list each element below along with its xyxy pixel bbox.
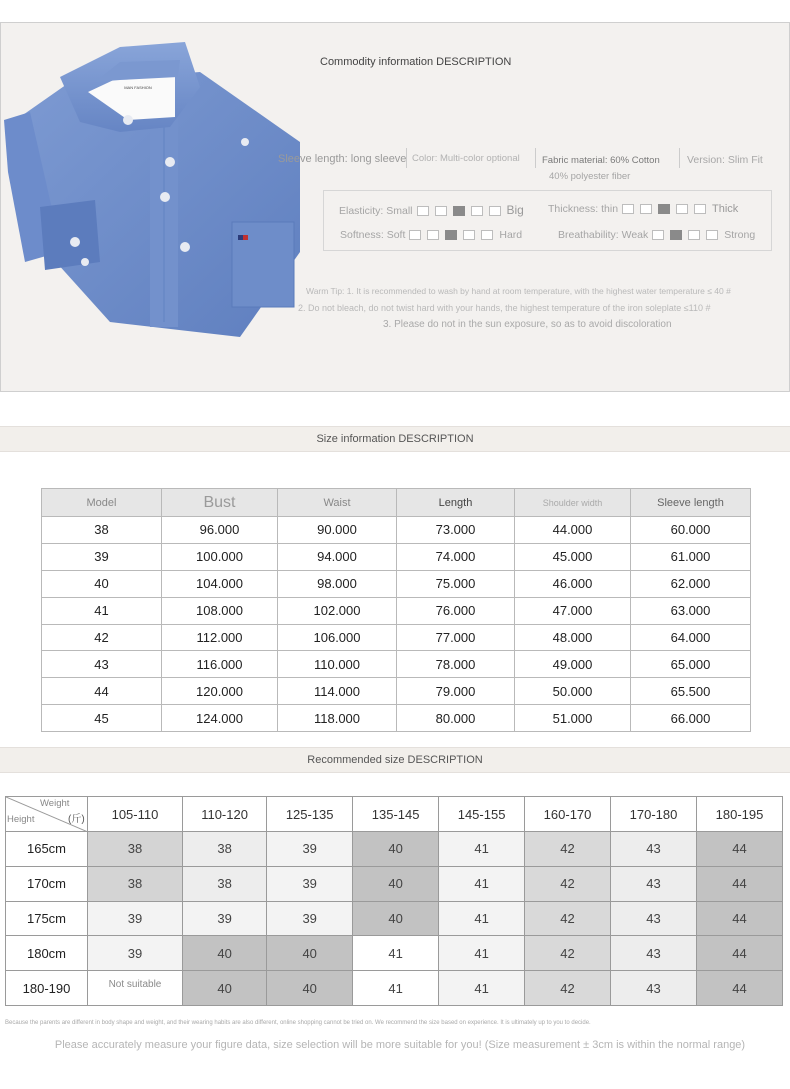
shirt-image — [0, 22, 300, 342]
recommended-size-header: Recommended size DESCRIPTION — [0, 747, 790, 773]
size-cell: 41 — [439, 971, 525, 1006]
table-cell: 46.000 — [515, 570, 631, 597]
corner-cell — [6, 797, 88, 832]
size-cell: Not suitable — [88, 971, 183, 1006]
weight-header: 180-195 — [696, 797, 782, 832]
thickness-end: Thick — [712, 203, 739, 215]
table-cell: 41 — [42, 597, 162, 624]
weight-header: 170-180 — [611, 797, 697, 832]
size-cell: 38 — [182, 832, 266, 867]
table-cell: 77.000 — [397, 624, 515, 651]
table-cell: 44 — [42, 678, 162, 705]
table-cell: 74.000 — [397, 543, 515, 570]
table-row — [42, 705, 751, 732]
commodity-title: Commodity information DESCRIPTION — [320, 56, 512, 68]
rating-box — [409, 230, 421, 240]
rating-box — [676, 204, 688, 214]
table-cell: 49.000 — [515, 651, 631, 678]
table-cell: 65.000 — [631, 651, 751, 678]
table-row — [42, 678, 751, 705]
rating-box — [417, 206, 429, 216]
elasticity-rating — [339, 203, 524, 217]
table-cell: 112.000 — [162, 624, 278, 651]
size-cell: 39 — [267, 901, 353, 936]
corner-height: Height — [7, 814, 35, 825]
size-cell: 40 — [182, 971, 266, 1006]
rating-box — [427, 230, 439, 240]
fabric-material: Fabric material: 60% Cotton — [542, 155, 660, 166]
table-row — [6, 832, 783, 867]
size-cell: 39 — [267, 832, 353, 867]
corner-weight: Weight — [40, 798, 70, 809]
table-cell: 100.000 — [162, 543, 278, 570]
size-cell: 39 — [88, 936, 183, 971]
fabric-material-2: 40% polyester fiber — [549, 171, 631, 182]
column-header: Sleeve length — [631, 489, 751, 517]
size-cell: 38 — [88, 832, 183, 867]
properties-box — [323, 190, 772, 251]
rating-box — [489, 206, 501, 216]
divider — [406, 148, 407, 168]
size-cell: 39 — [182, 901, 266, 936]
table-cell: 45 — [42, 705, 162, 732]
size-cell: 41 — [353, 936, 439, 971]
rating-box-selected — [445, 230, 457, 240]
version: Version: Slim Fit — [687, 154, 763, 166]
warm-tip-3: 3. Please do not in the sun exposure, so as to avoid discoloration — [383, 319, 672, 330]
table-cell: 94.000 — [278, 543, 397, 570]
size-cell: 42 — [525, 971, 611, 1006]
table-cell: 63.000 — [631, 597, 751, 624]
table-cell: 79.000 — [397, 678, 515, 705]
table-cell: 98.000 — [278, 570, 397, 597]
table-cell: 78.000 — [397, 651, 515, 678]
table-cell: 50.000 — [515, 678, 631, 705]
table-cell: 39 — [42, 543, 162, 570]
color-option: Color: Multi-color optional — [412, 153, 520, 164]
size-cell: 43 — [611, 866, 697, 901]
sleeve-length: Sleeve length: long sleeve — [278, 153, 407, 165]
size-cell: 41 — [439, 832, 525, 867]
size-cell: 44 — [696, 971, 782, 1006]
table-cell: 48.000 — [515, 624, 631, 651]
size-cell: 41 — [353, 971, 439, 1006]
breathability-label: Breathability: Weak — [558, 229, 649, 241]
table-cell: 118.000 — [278, 705, 397, 732]
softness-end: Hard — [499, 229, 523, 241]
weight-header: 110-120 — [182, 797, 266, 832]
rating-box-selected — [658, 204, 670, 214]
table-row — [42, 543, 751, 570]
elasticity-end: Big — [506, 203, 524, 217]
table-row — [6, 866, 783, 901]
table-cell: 44.000 — [515, 517, 631, 544]
column-header: Shoulder width — [515, 489, 631, 517]
table-cell: 108.000 — [162, 597, 278, 624]
softness-rating — [340, 229, 522, 241]
table-cell: 73.000 — [397, 517, 515, 544]
size-cell: 42 — [525, 901, 611, 936]
height-cell: 175cm — [6, 901, 88, 936]
shirt-label-logo: MAN FASHION — [124, 85, 152, 90]
size-cell: 42 — [525, 866, 611, 901]
table-cell: 106.000 — [278, 624, 397, 651]
size-cell: 41 — [439, 866, 525, 901]
size-cell: 44 — [696, 936, 782, 971]
column-header: Model — [42, 489, 162, 517]
rating-box — [640, 204, 652, 214]
table-cell: 66.000 — [631, 705, 751, 732]
table-cell: 42 — [42, 624, 162, 651]
table-row — [6, 936, 783, 971]
size-cell: 40 — [267, 936, 353, 971]
weight-header: 145-155 — [439, 797, 525, 832]
table-cell: 96.000 — [162, 517, 278, 544]
column-header: Waist — [278, 489, 397, 517]
divider — [679, 148, 680, 168]
breathability-end: Strong — [724, 229, 756, 241]
weight-header-row — [6, 797, 783, 832]
size-cell: 40 — [267, 971, 353, 1006]
size-cell: 41 — [439, 901, 525, 936]
table-row — [6, 901, 783, 936]
column-header: Length — [397, 489, 515, 517]
height-cell: 180-190 — [6, 971, 88, 1006]
height-cell: 165cm — [6, 832, 88, 867]
rating-box-selected — [453, 206, 465, 216]
table-cell: 47.000 — [515, 597, 631, 624]
rating-box — [688, 230, 700, 240]
size-cell: 40 — [353, 901, 439, 936]
height-cell: 180cm — [6, 936, 88, 971]
table-cell: 124.000 — [162, 705, 278, 732]
table-cell: 40 — [42, 570, 162, 597]
elasticity-label: Elasticity: Small — [339, 205, 413, 217]
size-cell: 39 — [267, 866, 353, 901]
size-cell: 42 — [525, 936, 611, 971]
height-cell: 170cm — [6, 866, 88, 901]
table-row — [42, 651, 751, 678]
thickness-rating — [548, 203, 738, 215]
table-row — [42, 570, 751, 597]
table-cell: 61.000 — [631, 543, 751, 570]
size-cell: 42 — [525, 832, 611, 867]
size-cell: 38 — [88, 866, 183, 901]
weight-header: 135-145 — [353, 797, 439, 832]
measurement-tip: Please accurately measure your figure data, size selection will be more suitable for you! (Size measurement ± 3cm is within the normal range) — [54, 1039, 746, 1051]
softness-label: Softness: Soft — [340, 229, 406, 241]
weight-header: 125-135 — [267, 797, 353, 832]
size-cell: 40 — [182, 936, 266, 971]
footnote: Because the parents are different in body shape and weight, and their wearing habits are also different, online shopping cannot be tried on. We recommend the size based on experience. It is ultimately up to you to decide. — [5, 1020, 591, 1026]
size-cell: 43 — [611, 832, 697, 867]
size-cell: 40 — [353, 866, 439, 901]
table-cell: 43 — [42, 651, 162, 678]
table-cell: 62.000 — [631, 570, 751, 597]
table-cell: 65.500 — [631, 678, 751, 705]
weight-header: 160-170 — [525, 797, 611, 832]
table-cell: 45.000 — [515, 543, 631, 570]
size-cell: 44 — [696, 832, 782, 867]
table-cell: 64.000 — [631, 624, 751, 651]
size-info-header: Size information DESCRIPTION — [0, 426, 790, 452]
size-cell: 44 — [696, 901, 782, 936]
table-cell: 51.000 — [515, 705, 631, 732]
warm-tip-2: 2. Do not bleach, do not twist hard with your hands, the highest temperature of the iron soleplate ≤110 # — [298, 303, 711, 313]
table-cell: 116.000 — [162, 651, 278, 678]
rating-box — [463, 230, 475, 240]
table-cell: 76.000 — [397, 597, 515, 624]
size-cell: 40 — [353, 832, 439, 867]
table-row — [6, 971, 783, 1006]
recommended-size-table — [5, 796, 783, 1006]
size-table — [41, 488, 751, 732]
rating-box — [706, 230, 718, 240]
warm-tip-1: Warm Tip: 1. It is recommended to wash by hand at room temperature, with the highest water temperature ≤ 40 # — [306, 286, 731, 296]
size-cell: 43 — [611, 936, 697, 971]
table-cell: 104.000 — [162, 570, 278, 597]
size-cell: 44 — [696, 866, 782, 901]
table-cell: 114.000 — [278, 678, 397, 705]
table-cell: 60.000 — [631, 517, 751, 544]
rating-box — [471, 206, 483, 216]
rating-box — [694, 204, 706, 214]
rating-box — [481, 230, 493, 240]
weight-header: 105-110 — [88, 797, 183, 832]
table-cell: 120.000 — [162, 678, 278, 705]
size-cell: 39 — [88, 901, 183, 936]
corner-unit: (斤) — [68, 814, 85, 825]
size-table-header — [42, 489, 751, 517]
size-cell: 43 — [611, 971, 697, 1006]
thickness-label: Thickness: thin — [548, 203, 619, 215]
table-cell: 80.000 — [397, 705, 515, 732]
size-cell: 43 — [611, 901, 697, 936]
divider — [535, 148, 536, 168]
rating-box-selected — [670, 230, 682, 240]
table-cell: 102.000 — [278, 597, 397, 624]
table-cell: 38 — [42, 517, 162, 544]
rating-box — [652, 230, 664, 240]
column-header: Bust — [162, 489, 278, 517]
size-cell: 38 — [182, 866, 266, 901]
table-row — [42, 597, 751, 624]
breathability-rating — [558, 229, 755, 241]
table-row — [42, 517, 751, 544]
table-cell: 75.000 — [397, 570, 515, 597]
table-row — [42, 624, 751, 651]
table-cell: 110.000 — [278, 651, 397, 678]
size-cell: 41 — [439, 936, 525, 971]
table-cell: 90.000 — [278, 517, 397, 544]
rating-box — [435, 206, 447, 216]
rating-box — [622, 204, 634, 214]
